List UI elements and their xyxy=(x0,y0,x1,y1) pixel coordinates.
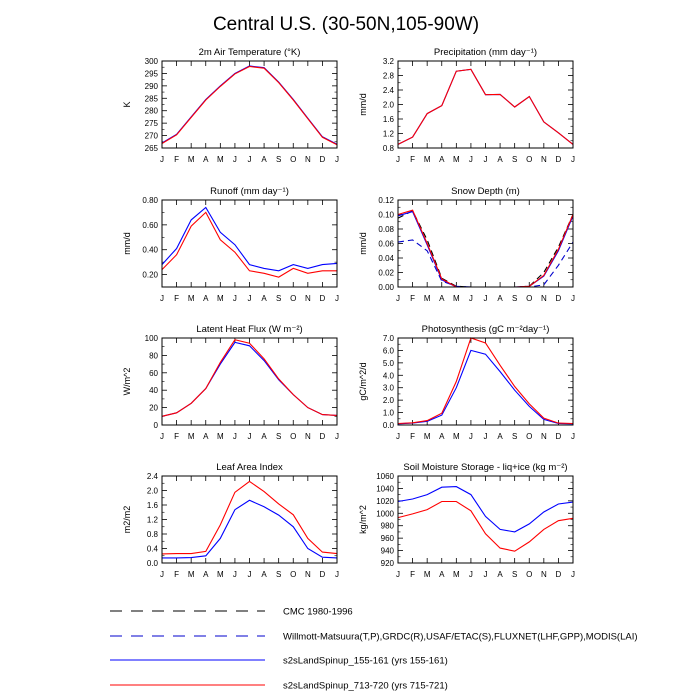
y-tick-label: 1020 xyxy=(376,496,394,506)
plot-frame xyxy=(398,338,573,425)
x-tick-label: O xyxy=(290,294,297,303)
y-tick-label: 0.60 xyxy=(142,220,158,230)
x-tick-label: J xyxy=(483,432,488,441)
series-line-s2s_713 xyxy=(398,502,573,552)
x-tick-label: A xyxy=(439,432,445,441)
x-tick-label: J xyxy=(571,570,575,579)
y-tick-label: 2.0 xyxy=(382,100,394,110)
y-tick-label: 295 xyxy=(144,69,158,79)
y-tick-label: 1000 xyxy=(376,509,394,519)
x-tick-label: J xyxy=(247,570,252,579)
plot-frame xyxy=(398,200,573,287)
series-line-s2s_155 xyxy=(398,69,573,144)
y-tick-label: 5.0 xyxy=(382,358,394,368)
chart-panel-7 xyxy=(122,462,339,579)
y-tick-label: 2.0 xyxy=(146,486,158,496)
legend-label-cmc: CMC 1980-1996 xyxy=(283,606,353,618)
panel-title: Soil Moisture Storage - liq+ice (kg m⁻²) xyxy=(403,462,568,473)
x-tick-label: J xyxy=(571,432,575,441)
x-tick-label: A xyxy=(497,570,503,579)
series-line-s2s_155 xyxy=(162,500,337,558)
plot-frame xyxy=(398,476,573,563)
x-tick-label: M xyxy=(452,155,460,164)
panel-title: Latent Heat Flux (W m⁻²) xyxy=(196,324,303,335)
x-tick-label: S xyxy=(511,155,518,164)
y-tick-label: 1.6 xyxy=(382,115,394,124)
x-tick-label: J xyxy=(232,155,237,164)
y-tick-label: 4.0 xyxy=(382,371,394,381)
legend-label-obs: Willmott-Matsuura(T,P),GRDC(R),USAF/ETAC(S),FLUXNET(LHF,GPP),MODIS(LAI) xyxy=(283,631,638,643)
panels-group xyxy=(122,47,575,579)
x-tick-label: N xyxy=(304,570,311,579)
series-line-s2s_155 xyxy=(398,212,573,287)
x-tick-label: O xyxy=(526,432,533,441)
x-tick-label: S xyxy=(511,432,518,441)
y-tick-label: 1.6 xyxy=(146,501,158,510)
figure-title: Central U.S. (30-50N,105-90W) xyxy=(212,14,480,35)
y-tick-label: 265 xyxy=(144,144,158,153)
y-tick-label: 0.10 xyxy=(378,210,394,220)
y-tick-label: 3.2 xyxy=(382,57,394,66)
y-tick-label: 20 xyxy=(149,403,158,413)
x-tick-label: O xyxy=(526,570,533,579)
x-tick-label: A xyxy=(439,570,445,579)
x-tick-label: J xyxy=(232,294,237,303)
y-axis-label: mm/d xyxy=(358,93,368,116)
series-line-s2s_155 xyxy=(398,487,573,532)
x-tick-label: A xyxy=(497,155,503,164)
plot-frame xyxy=(162,338,337,425)
x-tick-label: S xyxy=(275,155,282,164)
x-tick-label: M xyxy=(423,294,431,303)
y-tick-label: 100 xyxy=(144,334,158,343)
x-tick-label: N xyxy=(540,155,547,164)
plot-frame xyxy=(162,61,337,148)
panel-title: Photosynthesis (gC m⁻²day⁻¹) xyxy=(421,324,550,335)
x-tick-label: D xyxy=(555,570,562,579)
y-tick-label: 60 xyxy=(149,368,158,378)
x-tick-label: M xyxy=(216,155,224,164)
x-tick-label: A xyxy=(439,294,445,303)
x-tick-label: M xyxy=(423,570,431,579)
x-tick-label: S xyxy=(275,570,282,579)
y-tick-label: 920 xyxy=(380,559,394,568)
x-tick-label: S xyxy=(511,570,518,579)
y-tick-label: 0.20 xyxy=(142,270,158,280)
x-tick-label: M xyxy=(423,432,431,441)
chart-panel-8 xyxy=(358,462,575,579)
x-tick-label: J xyxy=(160,155,164,164)
y-tick-label: 1060 xyxy=(376,472,394,481)
y-axis-label: K xyxy=(122,101,132,108)
x-tick-label: M xyxy=(452,294,460,303)
y-tick-label: 0.06 xyxy=(378,239,394,249)
x-tick-label: J xyxy=(335,294,339,303)
x-tick-label: J xyxy=(335,570,339,579)
x-tick-label: S xyxy=(275,432,282,441)
y-tick-label: 0.00 xyxy=(378,283,394,292)
x-tick-label: N xyxy=(304,432,311,441)
x-tick-label: J xyxy=(396,432,400,441)
x-tick-label: A xyxy=(439,155,445,164)
x-tick-label: S xyxy=(275,294,282,303)
y-tick-label: 2.0 xyxy=(382,396,394,406)
x-tick-label: A xyxy=(497,432,503,441)
y-tick-label: 0.02 xyxy=(378,268,394,278)
chart-panel-4 xyxy=(358,186,575,303)
x-tick-label: N xyxy=(540,294,547,303)
x-tick-label: D xyxy=(555,294,562,303)
x-tick-label: J xyxy=(468,294,473,303)
series-line-s2s_155 xyxy=(398,350,573,423)
y-tick-label: 0.40 xyxy=(142,245,158,255)
y-axis-label: mm/d xyxy=(358,232,368,255)
series-line-s2s_713 xyxy=(162,481,337,554)
y-tick-label: 1040 xyxy=(376,484,394,494)
y-axis-label: m2/m2 xyxy=(122,505,132,534)
x-tick-label: J xyxy=(468,432,473,441)
series-line-s2s_713 xyxy=(398,210,573,287)
y-tick-label: 960 xyxy=(380,534,394,544)
y-tick-label: 270 xyxy=(144,131,158,141)
y-tick-label: 2.4 xyxy=(382,86,394,95)
panel-title: Snow Depth (m) xyxy=(451,186,520,197)
x-tick-label: A xyxy=(203,570,209,579)
x-tick-label: F xyxy=(410,570,416,579)
x-tick-label: J xyxy=(468,570,473,579)
x-tick-label: O xyxy=(526,155,533,164)
panel-title: 2m Air Temperature (°K) xyxy=(198,47,301,58)
x-tick-label: A xyxy=(261,155,267,164)
series-line-s2s_713 xyxy=(398,69,573,144)
y-tick-label: 280 xyxy=(144,106,158,116)
y-tick-label: 300 xyxy=(144,57,158,66)
series-line-s2s_155 xyxy=(162,208,337,271)
y-tick-label: 0.0 xyxy=(146,559,158,568)
x-tick-label: M xyxy=(187,155,195,164)
x-tick-label: A xyxy=(203,155,209,164)
x-tick-label: A xyxy=(203,432,209,441)
x-tick-label: D xyxy=(555,155,562,164)
y-tick-label: 0.8 xyxy=(146,530,158,539)
legend xyxy=(110,607,638,692)
x-tick-label: J xyxy=(468,155,473,164)
x-tick-label: D xyxy=(319,294,326,303)
x-tick-label: M xyxy=(187,570,195,579)
x-tick-label: F xyxy=(410,432,416,441)
x-tick-label: D xyxy=(319,155,326,164)
y-tick-label: 0.80 xyxy=(142,196,158,205)
y-axis-label: kg/m^2 xyxy=(358,505,368,534)
x-tick-label: N xyxy=(540,432,547,441)
x-tick-label: F xyxy=(174,155,180,164)
x-tick-label: J xyxy=(160,294,164,303)
x-tick-label: J xyxy=(396,294,400,303)
y-tick-label: 0.0 xyxy=(382,421,394,430)
chart-panel-3 xyxy=(122,186,339,303)
x-tick-label: J xyxy=(247,432,252,441)
legend-label-s2s_713: s2sLandSpinup_713-720 (yrs 715-721) xyxy=(283,680,448,692)
x-tick-label: A xyxy=(261,570,267,579)
x-tick-label: M xyxy=(452,432,460,441)
legend-label-s2s_155: s2sLandSpinup_155-161 (yrs 155-161) xyxy=(283,655,448,667)
x-tick-label: F xyxy=(174,432,180,441)
x-tick-label: M xyxy=(423,155,431,164)
y-tick-label: 7.0 xyxy=(382,334,394,343)
series-line-cmc xyxy=(398,211,573,287)
x-tick-label: J xyxy=(232,432,237,441)
plot-frame xyxy=(162,200,337,287)
panel-title: Runoff (mm day⁻¹) xyxy=(210,186,289,197)
x-tick-label: D xyxy=(319,432,326,441)
x-tick-label: F xyxy=(174,294,180,303)
x-tick-label: J xyxy=(396,570,400,579)
x-tick-label: J xyxy=(247,155,252,164)
x-tick-label: N xyxy=(540,570,547,579)
x-tick-label: F xyxy=(174,570,180,579)
x-tick-label: A xyxy=(261,432,267,441)
x-tick-label: J xyxy=(396,155,400,164)
y-tick-label: 0.4 xyxy=(146,544,158,554)
x-tick-label: M xyxy=(187,432,195,441)
x-tick-label: F xyxy=(410,294,416,303)
x-tick-label: J xyxy=(335,155,339,164)
y-axis-label: W/m^2 xyxy=(122,367,132,396)
x-tick-label: N xyxy=(304,155,311,164)
x-tick-label: J xyxy=(483,294,488,303)
series-line-s2s_713 xyxy=(398,338,573,424)
chart-panel-5 xyxy=(122,324,339,441)
chart-panel-6 xyxy=(358,324,575,441)
x-tick-label: O xyxy=(290,432,297,441)
x-tick-label: M xyxy=(216,432,224,441)
chart-panel-1 xyxy=(122,47,339,164)
panel-title: Precipitation (mm day⁻¹) xyxy=(433,47,538,58)
y-tick-label: 1.2 xyxy=(382,129,394,139)
x-tick-label: M xyxy=(187,294,195,303)
panel-title: Leaf Area Index xyxy=(216,462,283,473)
x-tick-label: A xyxy=(203,294,209,303)
y-tick-label: 290 xyxy=(144,81,158,91)
y-tick-label: 0.08 xyxy=(378,225,394,234)
y-tick-label: 0.04 xyxy=(378,254,394,263)
x-tick-label: J xyxy=(483,155,488,164)
series-line-s2s_155 xyxy=(162,66,337,144)
x-tick-label: J xyxy=(232,570,237,579)
x-tick-label: O xyxy=(290,570,297,579)
x-tick-label: A xyxy=(497,294,503,303)
y-tick-label: 1.2 xyxy=(146,515,158,525)
x-tick-label: M xyxy=(216,570,224,579)
y-tick-label: 2.8 xyxy=(382,71,394,81)
x-tick-label: N xyxy=(304,294,311,303)
y-tick-label: 80 xyxy=(149,351,158,361)
y-tick-label: 285 xyxy=(144,94,158,104)
series-line-s2s_713 xyxy=(162,340,337,417)
x-tick-label: M xyxy=(452,570,460,579)
x-tick-label: J xyxy=(571,294,575,303)
x-tick-label: J xyxy=(247,294,252,303)
x-tick-label: M xyxy=(216,294,224,303)
x-tick-label: A xyxy=(261,294,267,303)
y-tick-label: 940 xyxy=(380,546,394,556)
y-tick-label: 40 xyxy=(149,386,158,396)
x-tick-label: J xyxy=(160,570,164,579)
x-tick-label: O xyxy=(526,294,533,303)
plot-frame xyxy=(398,61,573,148)
y-tick-label: 2.4 xyxy=(146,472,158,481)
y-tick-label: 0.12 xyxy=(378,196,394,205)
y-axis-label: mm/d xyxy=(122,232,132,255)
x-tick-label: J xyxy=(483,570,488,579)
y-tick-label: 275 xyxy=(144,119,158,129)
x-tick-label: J xyxy=(571,155,575,164)
y-tick-label: 1.0 xyxy=(382,408,394,418)
y-tick-label: 980 xyxy=(380,521,394,531)
series-line-s2s_713 xyxy=(162,67,337,145)
x-tick-label: O xyxy=(290,155,297,164)
x-tick-label: F xyxy=(410,155,416,164)
x-tick-label: D xyxy=(555,432,562,441)
x-tick-label: S xyxy=(511,294,518,303)
y-tick-label: 6.0 xyxy=(382,346,394,356)
x-tick-label: J xyxy=(335,432,339,441)
x-tick-label: J xyxy=(160,432,164,441)
y-tick-label: 3.0 xyxy=(382,383,394,393)
x-tick-label: D xyxy=(319,570,326,579)
chart-panel-2 xyxy=(358,47,575,164)
y-tick-label: 0 xyxy=(153,421,158,430)
y-tick-label: 0.8 xyxy=(382,144,394,153)
series-line-obs xyxy=(398,240,573,287)
y-axis-label: gC/m^2/d xyxy=(358,362,368,401)
